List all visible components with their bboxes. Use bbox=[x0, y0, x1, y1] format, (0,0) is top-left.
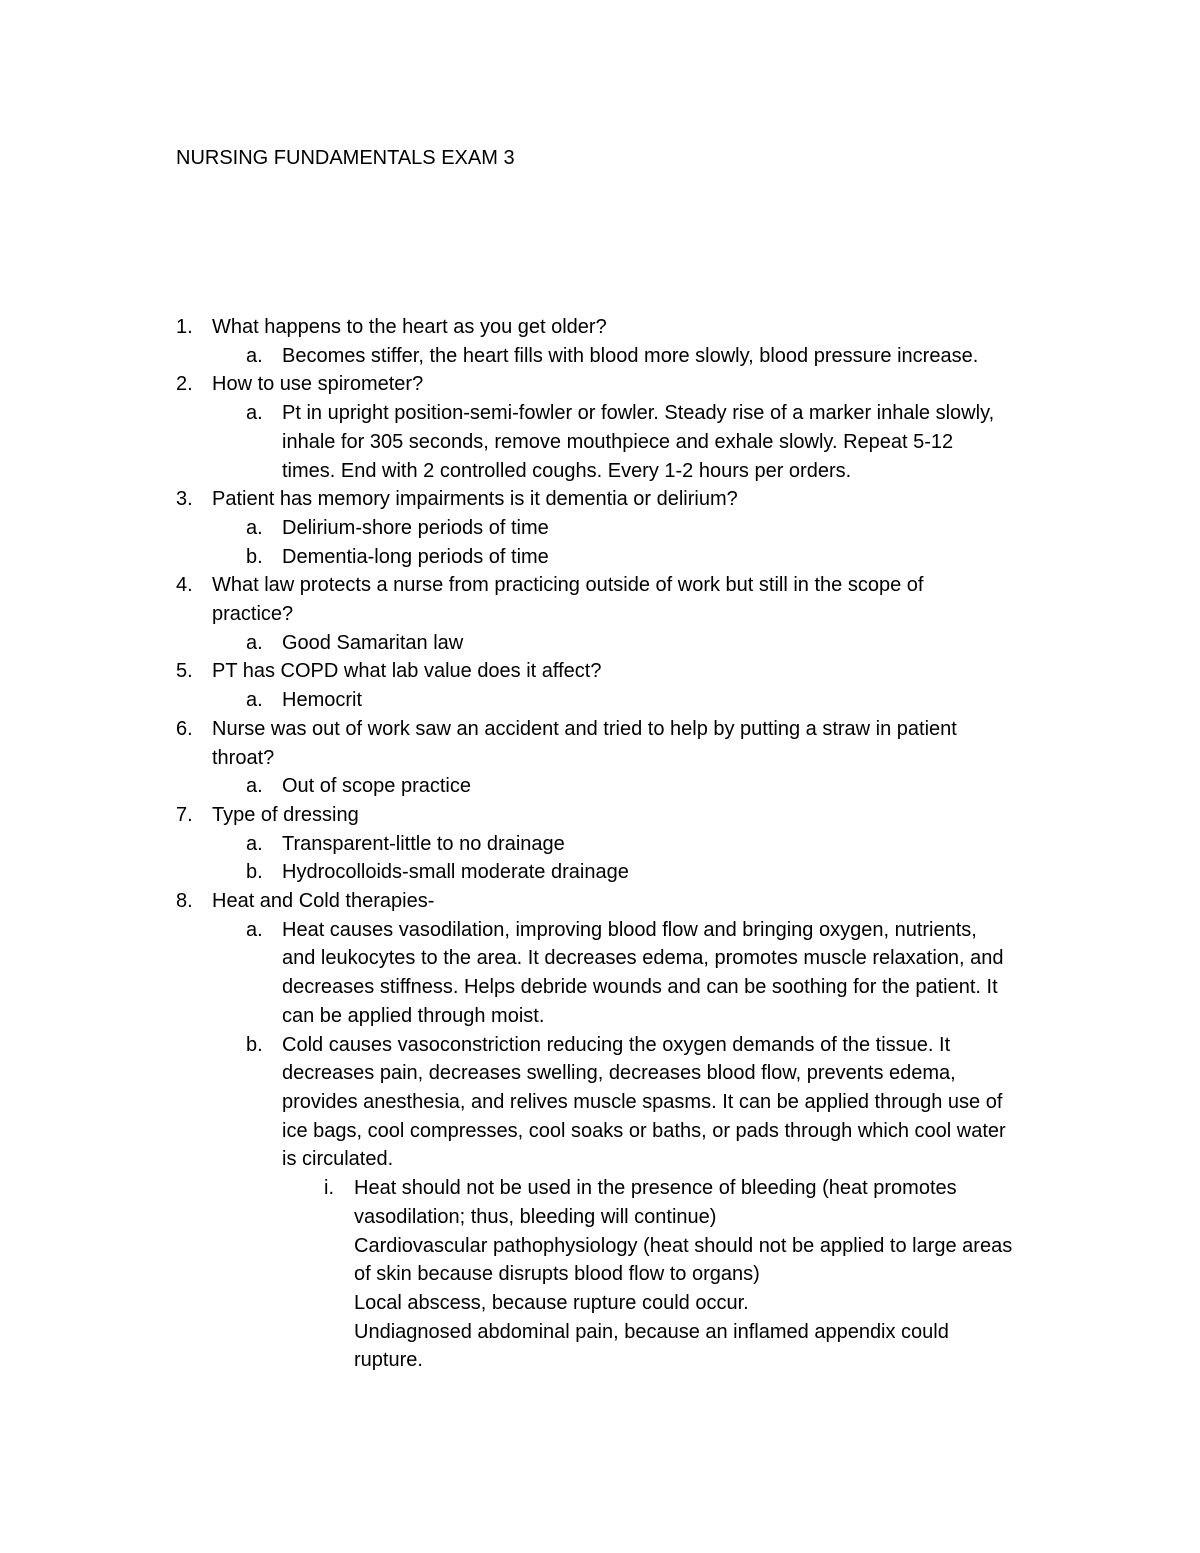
answer-text: Becomes stiffer, the heart fills with blood more slowly, blood pressure increase. bbox=[282, 344, 979, 367]
text-line: Cold causes vasoconstriction reducing the oxygen demands of the tissue. It bbox=[282, 1033, 951, 1056]
answer-text: Hemocrit bbox=[282, 689, 363, 712]
answer-7a bbox=[0, 830, 1200, 859]
answer-text bbox=[282, 916, 1072, 1031]
answer-8b-i bbox=[0, 1174, 1200, 1375]
text-line: Heat should not be used in the presence of bleeding (heat promotes bbox=[354, 1177, 957, 1200]
text-line: rupture. bbox=[354, 1349, 423, 1372]
question-2 bbox=[0, 370, 1200, 399]
text-line: inhale for 305 seconds, remove mouthpiece and exhale slowly. Repeat 5-12 bbox=[282, 430, 954, 453]
text-line: Nurse was out of work saw an accident and tried to help by putting a straw in patient bbox=[212, 717, 957, 740]
question-text: Heat and Cold therapies- bbox=[212, 890, 435, 913]
text-line: and leukocytes to the area. It decreases edema, promotes muscle relaxation, and bbox=[282, 947, 1004, 970]
text-line: decreases stiffness. Helps debride wounds and can be soothing for the patient. It bbox=[282, 976, 998, 999]
answer-text bbox=[282, 1031, 1072, 1175]
question-number: 6. bbox=[176, 717, 193, 740]
document-title: NURSING FUNDAMENTALS EXAM 3 bbox=[176, 147, 515, 169]
question-number: 8. bbox=[176, 890, 193, 913]
answer-marker: a. bbox=[246, 516, 263, 539]
answer-4a bbox=[0, 629, 1200, 658]
text-line: throat? bbox=[212, 746, 275, 769]
answer-marker: a. bbox=[246, 918, 263, 941]
question-list bbox=[0, 313, 1200, 1375]
answer-marker: a. bbox=[246, 832, 263, 855]
question-number: 4. bbox=[176, 574, 193, 597]
answer-8a bbox=[0, 916, 1200, 1031]
text-line: What law protects a nurse from practicing outside of work but still in the scope of bbox=[212, 574, 924, 597]
question-number: 7. bbox=[176, 803, 193, 826]
question-7 bbox=[0, 801, 1200, 830]
text-line: Pt in upright position-semi-fowler or fowler. Steady rise of a marker inhale slowly, bbox=[282, 402, 995, 425]
answer-marker: b. bbox=[246, 1033, 263, 1056]
answer-text: Out of scope practice bbox=[282, 775, 471, 798]
question-text: What happens to the heart as you get older? bbox=[212, 316, 607, 338]
question-3 bbox=[0, 485, 1200, 514]
answer-text: Transparent-little to no drainage bbox=[282, 832, 565, 855]
answer-text: Dementia-long periods of time bbox=[282, 545, 549, 568]
answer-6a bbox=[0, 772, 1200, 801]
answer-marker: b. bbox=[246, 545, 263, 568]
answer-3b bbox=[0, 543, 1200, 572]
question-4 bbox=[0, 571, 1200, 628]
answer-text: Good Samaritan law bbox=[282, 631, 464, 654]
question-number: 5. bbox=[176, 660, 193, 683]
answer-marker: a. bbox=[246, 775, 263, 798]
answer-text: Delirium-shore periods of time bbox=[282, 516, 549, 539]
answer-text: Hydrocolloids-small moderate drainage bbox=[282, 861, 629, 884]
answer-7b bbox=[0, 858, 1200, 887]
text-line: of skin because disrupts blood flow to organs) bbox=[354, 1263, 760, 1286]
question-number: 3. bbox=[176, 488, 193, 511]
question-text: How to use spirometer? bbox=[212, 373, 424, 396]
text-line: Heat causes vasodilation, improving blood flow and bringing oxygen, nutrients, bbox=[282, 918, 977, 941]
text-line: ice bags, cool compresses, cool soaks or baths, or pads through which cool water bbox=[282, 1119, 1006, 1142]
question-text: Type of dressing bbox=[212, 803, 359, 826]
text-line: times. End with 2 controlled coughs. Every 1-2 hours per orders. bbox=[282, 459, 852, 482]
answer-1a bbox=[0, 342, 1200, 371]
question-6 bbox=[0, 715, 1200, 772]
question-text bbox=[212, 571, 1052, 628]
question-1 bbox=[0, 313, 1200, 342]
text-line: is circulated. bbox=[282, 1148, 394, 1171]
answer-3a bbox=[0, 514, 1200, 543]
subanswer-marker: i. bbox=[324, 1177, 334, 1200]
answer-5a bbox=[0, 686, 1200, 715]
answer-marker: b. bbox=[246, 861, 263, 884]
text-line: Local abscess, because rupture could occur. bbox=[354, 1291, 749, 1314]
answer-2a bbox=[0, 399, 1200, 485]
question-text bbox=[212, 715, 1052, 772]
answer-8b bbox=[0, 1031, 1200, 1175]
question-5 bbox=[0, 657, 1200, 686]
answer-text bbox=[282, 399, 1072, 485]
text-line: vasodilation; thus, bleeding will continue) bbox=[354, 1205, 717, 1228]
text-line: provides anesthesia, and relives muscle spasms. It can be applied through use of bbox=[282, 1090, 1003, 1113]
question-text: Patient has memory impairments is it dementia or delirium? bbox=[212, 488, 738, 511]
subanswer-text bbox=[354, 1174, 1074, 1375]
text-line: Cardiovascular pathophysiology (heat should not be applied to large areas bbox=[354, 1234, 1013, 1257]
text-line: can be applied through moist. bbox=[282, 1004, 545, 1027]
question-text: PT has COPD what lab value does it affect? bbox=[212, 660, 602, 683]
text-line: Undiagnosed abdominal pain, because an inflamed appendix could bbox=[354, 1320, 949, 1343]
text-line: decreases pain, decreases swelling, decreases blood flow, prevents edema, bbox=[282, 1062, 956, 1085]
text-line: practice? bbox=[212, 603, 294, 626]
answer-marker: a. bbox=[246, 402, 263, 425]
question-8 bbox=[0, 887, 1200, 916]
question-number: 1. bbox=[176, 316, 193, 338]
answer-marker: a. bbox=[246, 631, 263, 654]
question-number: 2. bbox=[176, 373, 193, 396]
answer-marker: a. bbox=[246, 689, 263, 712]
answer-marker: a. bbox=[246, 344, 263, 367]
